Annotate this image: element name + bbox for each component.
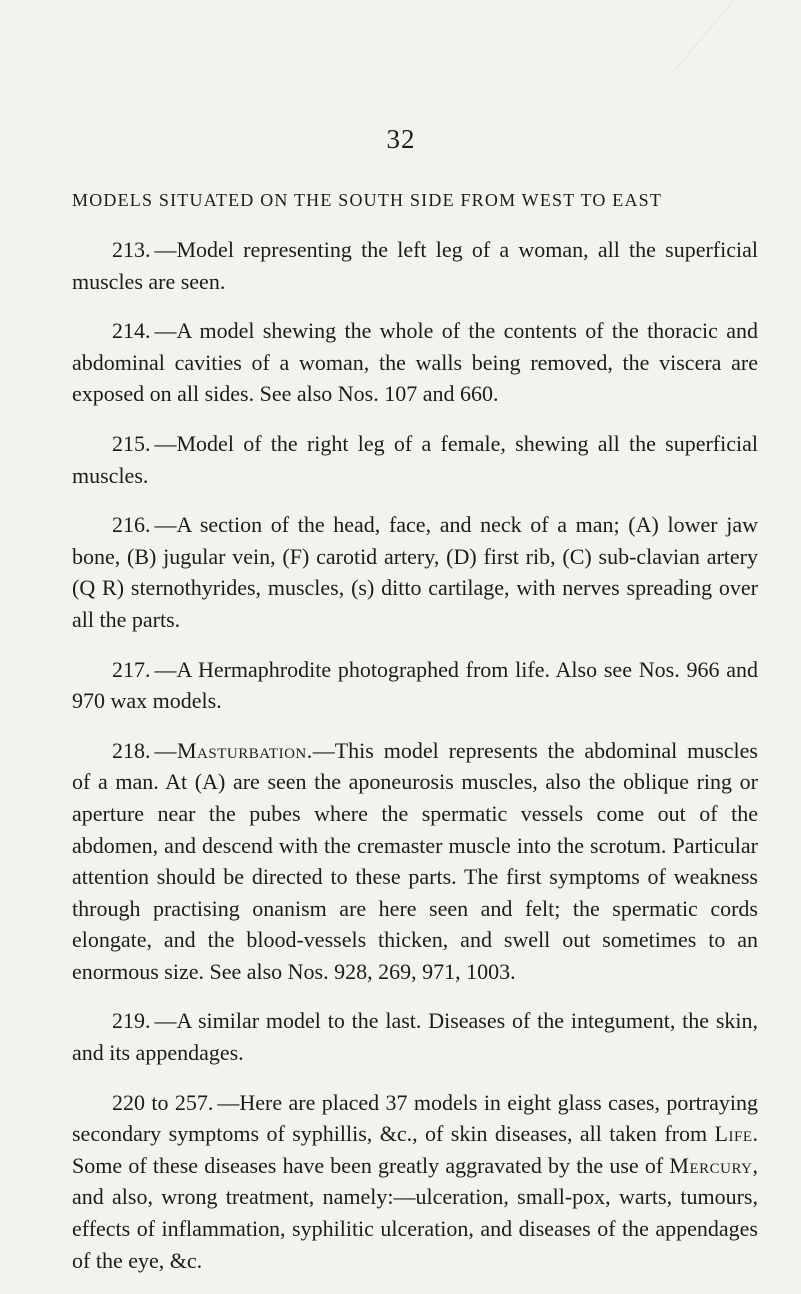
entry-emphasis-mercury: Mercury	[669, 1152, 753, 1178]
entry-number: 216.	[112, 512, 151, 538]
entry-text: —A similar model to the last. Diseases of the integument, the skin, and its appendages.	[72, 1008, 758, 1066]
catalogue-entries	[72, 234, 758, 1294]
catalogue-entry-217	[72, 654, 758, 717]
entry-number: 218.	[112, 737, 151, 763]
entry-number: 219.	[112, 1008, 151, 1034]
entry-text: —A Hermaphrodite photographed from life. Also see Nos. 966 and 970 wax models.	[72, 656, 758, 714]
entry-text: —Model of the right leg of a female, shewing all the superficial muscles.	[72, 430, 758, 488]
catalogue-entry-220-257	[72, 1087, 758, 1277]
entry-number: 217.	[112, 656, 151, 682]
page-edge-mark	[675, 0, 801, 70]
running-head: MODELS SITUATED ON THE SOUTH SIDE FROM WEST TO EAST	[72, 190, 663, 210]
entry-text-part: , and also, wrong treatment, namely:—ulceration, small-pox, warts, tumours, effects of inflammation, syphilitic ulceration, and diseases of the appendages of the eye, &c.	[72, 1152, 758, 1273]
entry-text: —Model representing the left leg of a woman, all the superficial muscles are seen.	[72, 237, 758, 294]
entry-text: —This model represents the abdominal muscles of a man. At (A) are seen the aponeurosis muscles, also the oblique ring or aperture near the pubes where the spermatic vessels come out of the abdomen, and descend with the cremaster muscle into the scrotum. Particular attention should be directed to these parts. The first symptoms of weakness through practising onanism are here seen and felt; the spermatic cords elongate, and the blood-vessels thicken, and swell out sometimes to an enormous size. See also Nos. 928, 269, 971, 1003.	[72, 737, 758, 984]
entry-number: 215.	[112, 430, 151, 456]
entry-text: —A section of the head, face, and neck of a man; (A) lower jaw bone, (B) jugular vein, (F) carotid artery, (D) first rib, (C) sub-clavian artery (Q R) sternothyrides, muscles, (s) ditto cartilage, with nerves spreading over all the parts.	[72, 512, 758, 632]
catalogue-entry-216	[72, 509, 758, 635]
catalogue-entry-215	[72, 428, 758, 491]
page-number: 32	[386, 124, 416, 154]
entry-text: —A model shewing the whole of the contents of the thoracic and abdominal cavities of a woman, the walls being removed, the viscera are exposed on all sides. See also Nos. 107 and 660.	[72, 318, 758, 407]
entry-heading: —Masturbation.	[154, 737, 313, 763]
catalogue-entry-219	[72, 1005, 758, 1068]
entry-text-part: —Here are placed 37 models in eight glass cases, portraying secondary symptoms of syphillis, &c., of skin diseases, all taken from	[72, 1089, 758, 1147]
entry-emphasis-life: Life	[714, 1121, 753, 1147]
catalogue-entry-218	[72, 735, 758, 988]
catalogue-entry-213	[72, 234, 758, 297]
entry-text-part: . Some of these diseases have been greatly aggravated by the use of	[72, 1121, 758, 1178]
catalogue-entry-214	[72, 315, 758, 410]
entry-number: 213.	[112, 237, 151, 262]
entry-number: 214.	[112, 318, 151, 344]
entry-number: 220 to 257.	[112, 1089, 214, 1115]
